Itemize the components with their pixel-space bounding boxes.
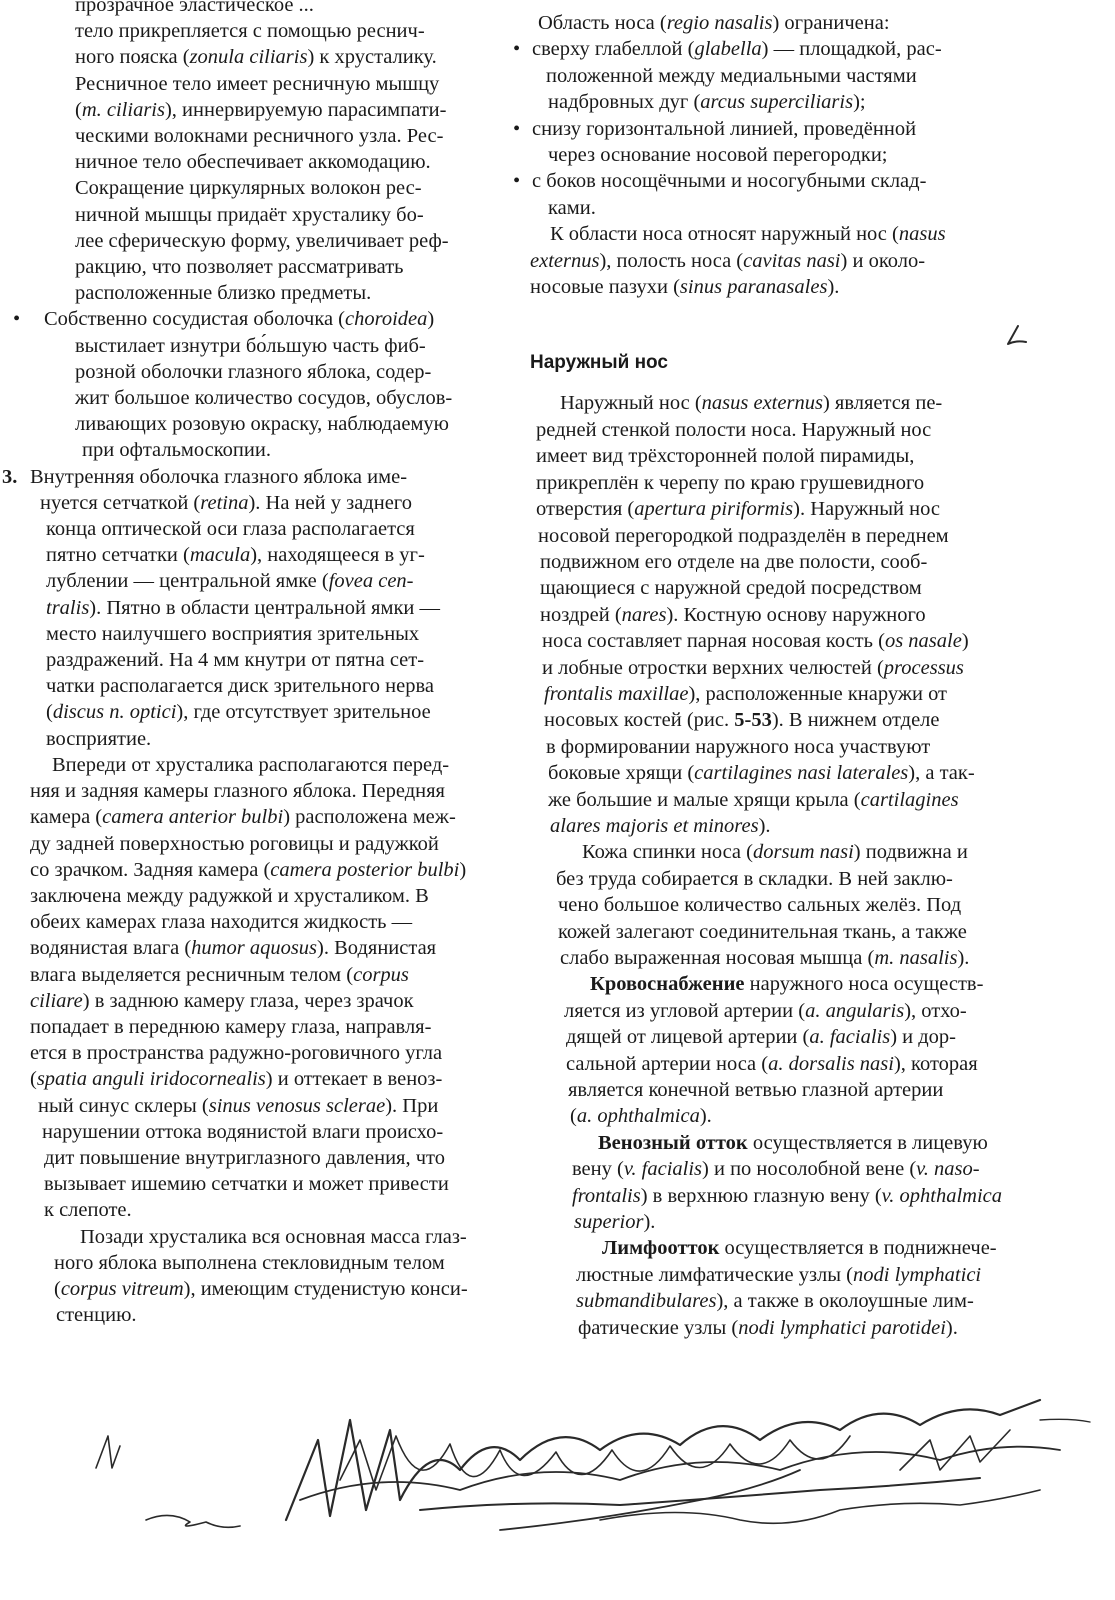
text-line: через основание носовой перегородки; <box>548 144 888 167</box>
text-line: сальной артерии носа (a. dorsalis nasi), которая <box>566 1052 978 1075</box>
text-line: ракцию, что позволяет рассматривать <box>75 256 404 279</box>
text-line: ного яблока выполнена стекловидным телом <box>54 1251 445 1274</box>
text-line: расположенные близко предметы. <box>75 282 372 305</box>
text-line: жит большое количество сосудов, обуслов- <box>75 387 453 410</box>
text-line: Кожа спинки носа (dorsum nasi) подвижна и <box>582 841 968 864</box>
text-line: нарушении оттока водянистой влаги происхо- <box>42 1120 444 1143</box>
section-heading: Наружный нос <box>530 352 668 374</box>
text-line: Лимфоотток осуществляется в поднижнече- <box>602 1237 997 1260</box>
text-line: надбровных дуг (arcus superciliaris); <box>548 91 866 114</box>
text-line: superior). <box>574 1211 656 1234</box>
text-line: со зрачком. Задняя камера (camera posterior bulbi) <box>30 858 467 881</box>
text-line: является конечной ветвью глазной артерии <box>568 1079 944 1102</box>
bullet-item-nasal-base: • снизу горизонтальной линией, проведённой <box>530 116 1065 142</box>
text-line: отверстия (apertura piriformis). Наружный нос <box>536 498 940 521</box>
squiggle-icon <box>96 1436 120 1468</box>
bullet-item-glabella: • сверху глабеллой (glabella) — площадкой, рас- <box>530 36 1065 62</box>
text-line: ливающих розовую окраску, наблюдаемую <box>75 413 449 436</box>
text-line: конца оптической оси глаза располагается <box>46 518 415 541</box>
text-line: же большие и малые хрящи крыла (cartilagines <box>548 788 959 811</box>
text-line: и лобные отростки верхних челюстей (processus <box>542 656 964 679</box>
text-line: ный синус склеры (sinus venosus sclerae). При <box>38 1094 439 1117</box>
text-line: submandibulares), а также в околоушные лим- <box>576 1290 974 1313</box>
text-line: чено большое количество сальных желёз. Под <box>558 894 962 917</box>
text-line: (discus n. optici), где отсутствует зрительное <box>46 701 431 724</box>
text-line: положенной между медиальными частями <box>546 64 917 87</box>
squiggle-icon <box>146 1515 240 1527</box>
text-line: прозрачное эластическое ... <box>75 0 314 16</box>
text-line: имеет вид трёхсторонней полой пирамиды, <box>536 445 915 468</box>
text-line: дит повышение внутриглазного давления, что <box>44 1146 445 1169</box>
text-line: нуется сетчаткой (retina). На ней у заднего <box>40 491 412 514</box>
text-line: ничной мышцы придаёт хрусталику бо- <box>75 203 424 226</box>
text-line: заключена между радужкой и хрусталиком. В <box>30 884 429 907</box>
bullet-item-choroidea: • Собственно сосудистая оболочка (choroidea) <box>30 306 535 332</box>
text-line: лее сферическую форму, увеличивает реф- <box>75 229 449 252</box>
text-line: раздражений. На 4 мм кнутри от пятна сет- <box>46 649 425 672</box>
text-line: Область носа (regio nasalis) ограничена: <box>538 12 890 34</box>
text-line: вену (v. facialis) и по носолобной вене (v. naso- <box>572 1158 980 1181</box>
text-line: место наилучшего восприятия зрительных <box>46 622 420 645</box>
text-line: ciliare) в заднюю камеру глаза, через зрачок <box>30 989 414 1012</box>
text-line: вызывает ишемию сетчатки и может привести <box>44 1173 449 1196</box>
text-line: дящей от лицевой артерии (a. facialis) и дор- <box>566 1026 957 1049</box>
text-line: тело прикрепляется с помощью реснич- <box>75 20 425 43</box>
text-line: няя и задняя камеры глазного яблока. Передняя <box>30 780 445 803</box>
text-line: Внутренняя оболочка глазного яблока име- <box>30 465 408 488</box>
text-line: ками. <box>548 196 596 219</box>
text-line: фатические узлы (nodi lymphatici parotidei). <box>578 1316 958 1339</box>
text-line: Венозный отток осуществляется в лицевую <box>598 1131 988 1154</box>
text-line: в формировании наружного носа участвуют <box>546 735 931 758</box>
text-line: при офтальмоскопии. <box>82 439 271 462</box>
text-line: редней стенкой полости носа. Наружный нос <box>536 418 932 441</box>
text-line: пятно сетчатки (macula), находящееся в уг- <box>46 544 425 567</box>
text-line: носовых костей (рис. 5-53). В нижнем отделе <box>544 709 940 732</box>
text-line: Позади хрусталика вся основная масса глаз- <box>80 1225 467 1248</box>
text-line: ноздрей (nares). Костную основу наружного <box>540 603 926 626</box>
text-line: к слепоте. <box>44 1199 132 1222</box>
text-line: ду задней поверхностью роговицы и радужкой <box>30 832 439 855</box>
text-line: восприятие. <box>46 727 152 750</box>
text-line: alares majoris et minores). <box>550 814 771 837</box>
text-line: подвижном его отделе на две полости, сооб- <box>540 550 928 573</box>
text-line: кожей залегают соединительная ткань, а также <box>558 920 967 943</box>
text-line: frontalis maxillae), расположенные кнаружи от <box>544 682 948 705</box>
text-line: ничное тело обеспечивает аккомодацию. <box>75 151 431 174</box>
text-line: камера (camera anterior bulbi) расположена меж- <box>30 806 456 829</box>
text-line: лублении — центральной ямке (fovea cen- <box>46 570 414 593</box>
text-line: ляется из угловой артерии (a. angularis), отхо- <box>564 999 967 1022</box>
text-line: Ресничное тело имеет ресничную мышцу <box>75 72 440 95</box>
text-line: попадает в переднюю камеру глаза, направля- <box>30 1015 432 1038</box>
text-line: стенцию. <box>56 1304 137 1327</box>
text-line: externus), полость носа (cavitas nasi) и около- <box>530 249 926 272</box>
text-line: (m. ciliaris), иннервируемую парасимпати- <box>75 98 447 121</box>
text-line: водянистая влага (humor aquosus). Водянистая <box>30 937 437 960</box>
numbered-item-retina <box>2 464 535 490</box>
text-line: (spatia anguli iridocornealis) и оттекает в веноз- <box>30 1068 443 1091</box>
text-line: боковые хрящи (cartilagines nasi laterales), а так- <box>548 762 975 785</box>
text-line: прикреплён к черепу по краю грушевидного <box>536 471 925 494</box>
text-line: выстилает изнутри бо́льшую часть фиб- <box>75 334 426 357</box>
text-line: ческими волокнами ресничного узла. Рес- <box>75 125 444 148</box>
text-line: (a. ophthalmica). <box>570 1105 712 1128</box>
text-line: ется в пространства радужно-роговичного угла <box>30 1042 443 1065</box>
text-line: Наружный нос (nasus externus) является пе- <box>560 392 943 415</box>
text-line: розной оболочки глазного яблока, содер- <box>75 360 432 383</box>
text-line: носа составляет парная носовая кость (os nasale) <box>542 630 969 653</box>
text-line: чатки располагается диск зрительного нерва <box>46 675 434 698</box>
text-line: обеих камерах глаза находится жидкость — <box>30 911 413 934</box>
text-line: носовой перегородкой подразделён в переднем <box>538 524 949 547</box>
text-line: влага выделяется ресничным телом (corpus <box>30 963 409 986</box>
text-line: слабо выраженная носовая мышца (m. nasalis). <box>560 947 970 969</box>
text-line: люстные лимфатические узлы (nodi lymphatici <box>576 1263 982 1286</box>
text-line: frontalis) в верхнюю глазную вену (v. ophthalmica <box>572 1184 1002 1207</box>
text-line: щающиеся с наружной средой посредством <box>540 577 922 600</box>
text-line: ного пояска (zonula ciliaris) к хрусталику. <box>75 46 437 69</box>
text-line: tralis). Пятно в области центральной ямки — <box>46 596 440 619</box>
text-line: Кровоснабжение наружного носа осуществ- <box>590 973 984 996</box>
text-line: носовые пазухи (sinus paranasales). <box>530 276 840 299</box>
right-column <box>530 10 1065 1341</box>
bullet-item-sides: • с боков носощёчными и носогубными склад- <box>530 168 1065 194</box>
text-line: без труда собирается в складки. В ней заклю- <box>556 867 953 890</box>
text-line: К области носа относят наружный нос (nasus <box>550 223 946 246</box>
text-line: (corpus vitreum), имеющим студенистую конси- <box>54 1277 468 1300</box>
text-line: Впереди от хрусталика располагаются перед- <box>52 753 450 776</box>
list-number: 3. <box>2 465 18 488</box>
left-column <box>2 0 535 1328</box>
text-line: Сокращение циркулярных волокон рес- <box>75 177 422 200</box>
signature-icon <box>286 1400 1040 1520</box>
